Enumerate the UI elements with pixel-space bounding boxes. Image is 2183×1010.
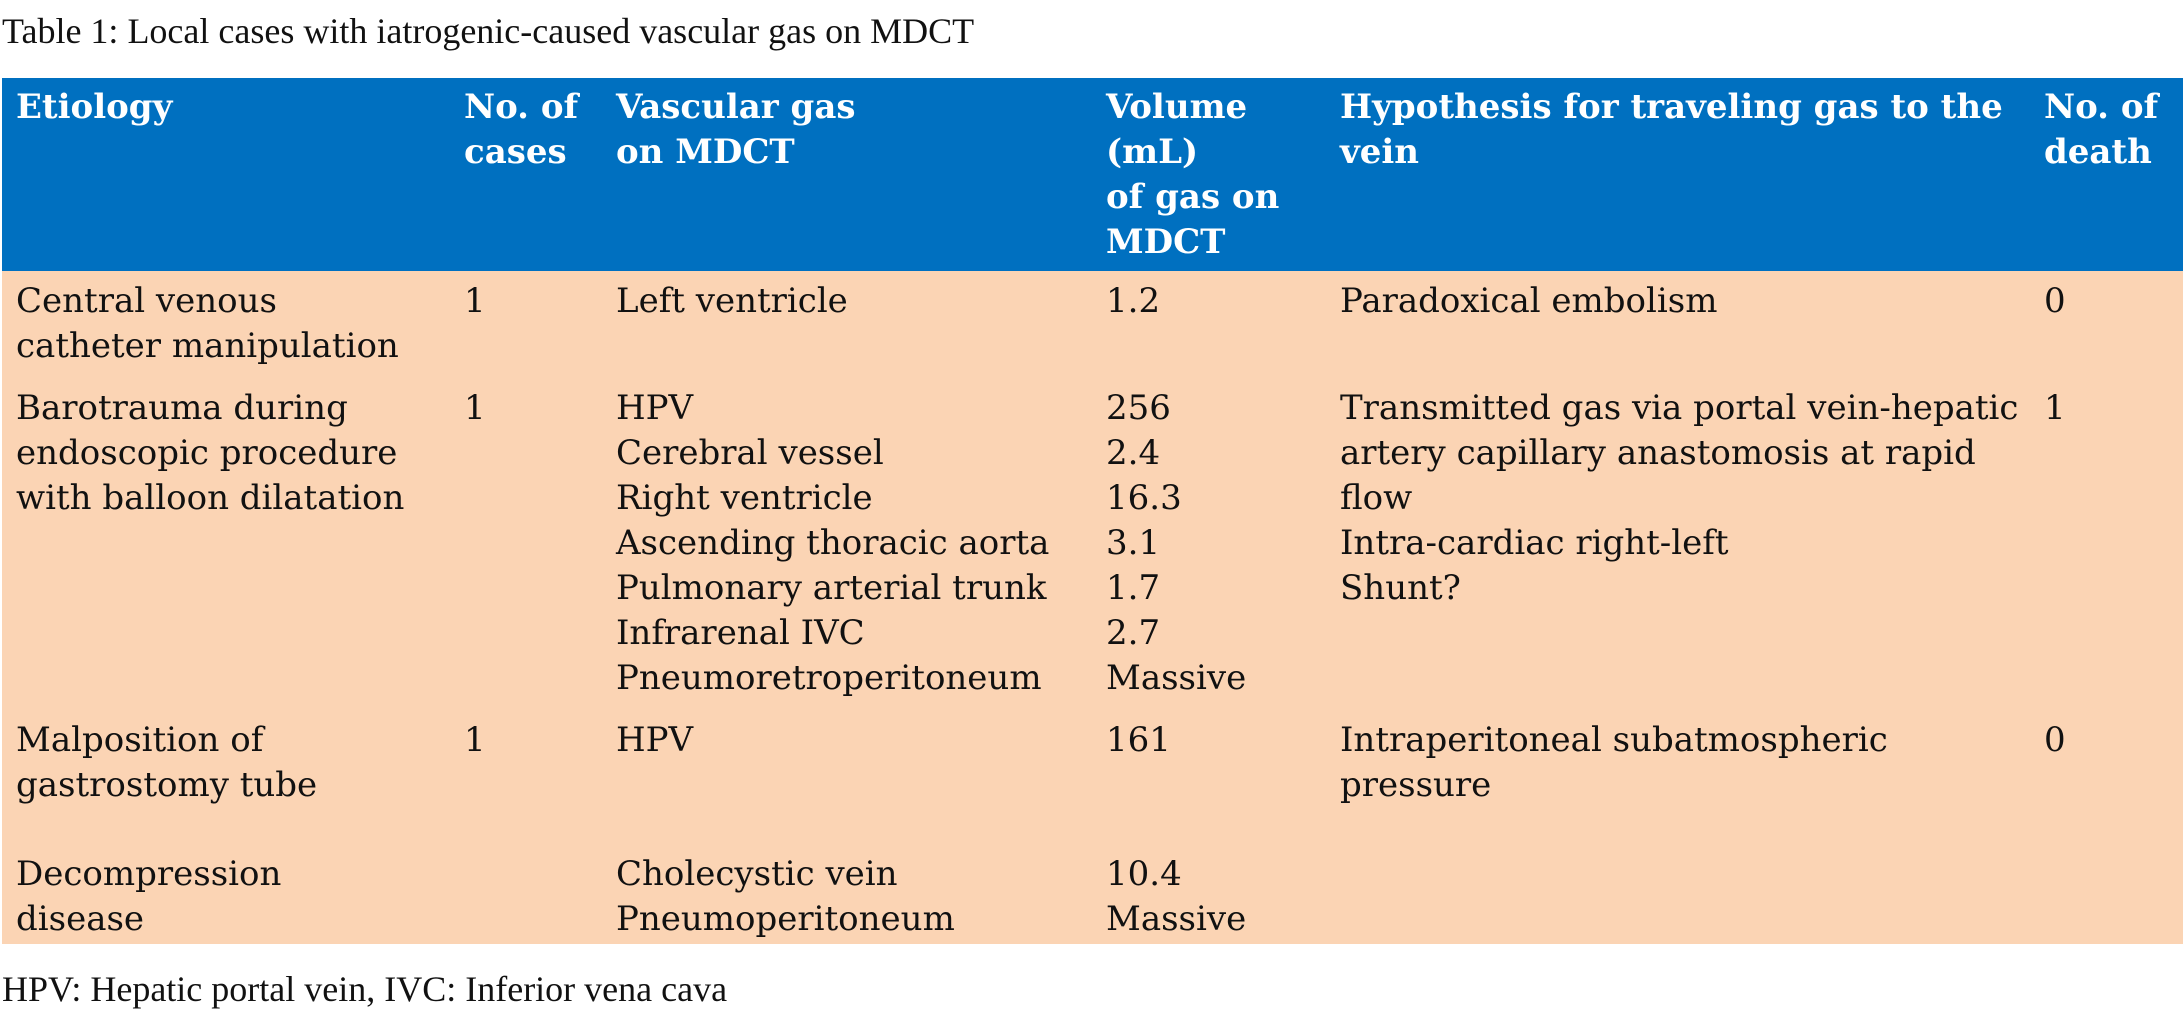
cell-deaths	[2036, 844, 2183, 944]
cell-vascular-gas: HPV Cerebral vessel Right ventricle Ascending thoracic aorta Pulmonary arterial trunk Infrarenal IVC Pneumoretroperitoneum	[602, 378, 1092, 710]
cell-vascular-gas: Cholecystic vein Pneumoperitoneum	[602, 844, 1092, 944]
table-row	[2, 378, 2183, 710]
header-hypothesis: Hypothesis for traveling gas to the vein	[1326, 78, 2036, 271]
table-row	[2, 271, 2183, 378]
cell-vascular-gas: HPV	[602, 710, 1092, 844]
header-no-of-death: No. of death	[2036, 78, 2183, 271]
header-vascular-gas: Vascular gas on MDCT	[602, 78, 1092, 271]
cell-hypothesis: Intraperitoneal subatmospheric pressure	[1326, 710, 2036, 844]
header-volume: Volume (mL) of gas on MDCT	[1092, 78, 1326, 271]
cell-deaths: 0	[2036, 710, 2183, 844]
table-row	[2, 844, 2183, 944]
cell-cases: 1	[450, 710, 602, 844]
cases-table	[2, 78, 2183, 944]
table-header-row	[2, 78, 2183, 271]
header-no-of-cases: No. of cases	[450, 78, 602, 271]
cell-vascular-gas: Left ventricle	[602, 271, 1092, 378]
cell-etiology: Barotrauma during endoscopic procedure with balloon dilatation	[2, 378, 450, 710]
cell-etiology: Malposition of gastrostomy tube	[2, 710, 450, 844]
cell-cases: 1	[450, 271, 602, 378]
cell-deaths: 1	[2036, 378, 2183, 710]
cell-volume: 256 2.4 16.3 3.1 1.7 2.7 Massive	[1092, 378, 1326, 710]
cell-volume: 10.4 Massive	[1092, 844, 1326, 944]
cell-hypothesis: Transmitted gas via portal vein-hepatic artery capillary anastomosis at rapid flow Intra-cardiac right-left Shunt?	[1326, 378, 2036, 710]
cell-volume: 161	[1092, 710, 1326, 844]
cell-cases: 1	[450, 378, 602, 710]
table-caption: Table 1: Local cases with iatrogenic-caused vascular gas on MDCT	[2, 11, 975, 51]
table-footnote: HPV: Hepatic portal vein, IVC: Inferior vena cava	[2, 969, 728, 1009]
cell-hypothesis: Paradoxical embolism	[1326, 271, 2036, 378]
header-etiology: Etiology	[2, 78, 450, 271]
cell-cases	[450, 844, 602, 944]
cell-etiology: Central venous catheter manipulation	[2, 271, 450, 378]
table-row	[2, 710, 2183, 844]
cell-volume: 1.2	[1092, 271, 1326, 378]
cell-etiology: Decompression disease	[2, 844, 450, 944]
cell-deaths: 0	[2036, 271, 2183, 378]
cell-hypothesis	[1326, 844, 2036, 944]
